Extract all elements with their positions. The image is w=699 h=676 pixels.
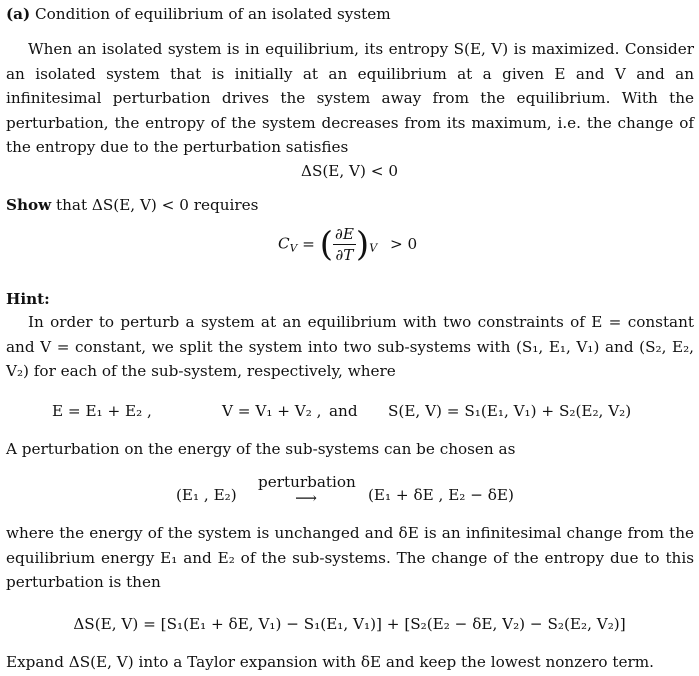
section-label: (a)	[6, 5, 31, 23]
derivative-numerator: ∂E	[334, 225, 354, 243]
perturbation-explanation: where the energy of the system is unchanged and δE is an infinitesimal change from the equilibrium energy E₁ and E₂ of the sub-systems. The change of the entropy due to this perturbation is then	[6, 524, 694, 592]
section-title: Condition of equilibrium of an isolated system	[35, 5, 391, 23]
derivative-denominator: ∂T	[335, 246, 354, 264]
eq-energy-sum: E = E₁ + E₂ ,	[52, 402, 152, 420]
eq-volume-sum: V = V₁ + V₂ ,	[222, 402, 322, 420]
derivative-subscript: V	[369, 241, 378, 255]
equation-heat-capacity: $C_V$ = ( $\frac{\partial E}{\partial T}$ )$_V > 0$	[278, 224, 418, 265]
perturbation-intro: A perturbation on the energy of the sub-systems can be chosen as	[6, 440, 516, 458]
taylor-instruction: Expand ΔS(E, V) into a Taylor expansion with δE and keep the lowest nonzero term.	[6, 653, 654, 671]
hint-title: Hint:	[6, 290, 50, 308]
partial-derivative	[333, 224, 356, 265]
eq-entropy-sum: S(E, V) = S₁(E₁, V₁) + S₂(E₂, V₂)	[388, 402, 632, 420]
heat-capacity-subscript: V	[289, 241, 298, 255]
eq-perturb-left: (E₁ , E₂)	[176, 486, 237, 504]
equation-entropy-expansion: ΔS(E, V) = [S₁(E₁ + δE, V₁) − S₁(E₁, V₁)] + [S₂(E₂ − δE, V₂) − S₂(E₂, V₂)]	[73, 615, 626, 633]
section-heading	[6, 2, 391, 27]
show-statement	[6, 193, 258, 218]
perturbation-label: perturbation	[258, 473, 356, 491]
eq-and: and	[329, 402, 358, 420]
eq-perturb-right: (E₁ + δE , E₂ − δE)	[368, 486, 514, 504]
show-text: that ΔS(E, V) < 0 requires	[56, 196, 259, 214]
hint-paragraph: In order to perturb a system at an equilibrium with two constraints of E = constant and V = constant, we split the system into two sub-systems with (S₁, E₁, V₁) and (S₂, E₂, V₂) for each of the sub-system, respectively, where	[6, 313, 694, 381]
inequality-positive: > 0	[389, 235, 418, 254]
show-label: Show	[6, 196, 52, 214]
intro-paragraph: When an isolated system is in equilibrium, its entropy S(E, V) is maximized. Consider an isolated system that is initially at an equilibrium at a given E and V and an infinitesimal perturbation drives the system away from the equilibrium. With the perturbation, the entropy of the system decreases from its maximum, i.e. the change of the entropy due to the perturbation satisfies	[6, 40, 694, 157]
perturbation-arrow: ⟶	[295, 489, 317, 507]
equation-entropy-change: ΔS(E, V) < 0	[301, 162, 398, 180]
heat-capacity-symbol: C	[278, 234, 290, 253]
